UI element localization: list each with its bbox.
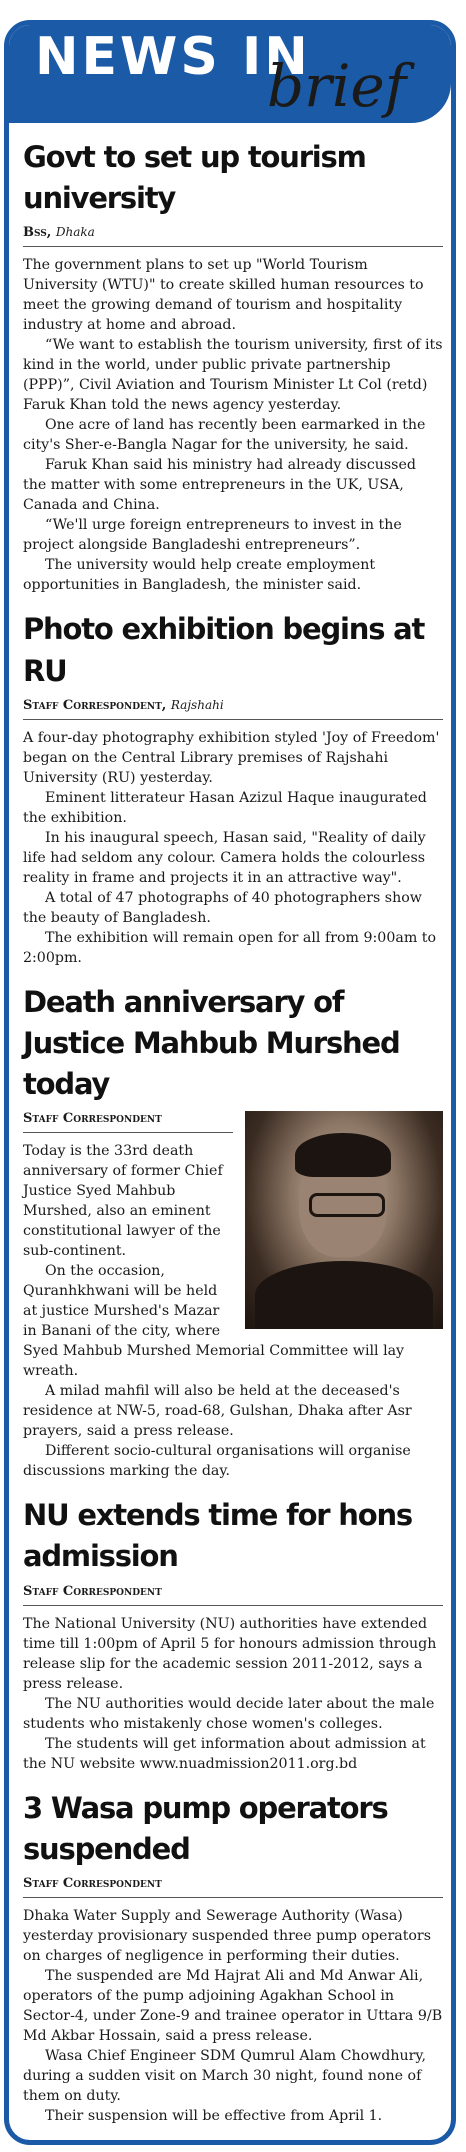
byline-source: Staff Correspondent, xyxy=(23,697,167,713)
byline-source: Staff Correspondent xyxy=(23,1875,162,1891)
story-headline: Govt to set up tourism university xyxy=(23,140,366,216)
story-paragraph: A total of 47 photographs of 40 photographers show the beauty of Bangladesh. xyxy=(23,889,422,926)
story-paragraph: In his inaugural speech, Hasan said, "Reality of daily life had seldom any colour. Camera holds the colourless reality in frame and projects it in an attractive way". xyxy=(23,829,426,886)
story-headline: Death anniversary of Justice Mahbub Murshed today xyxy=(23,984,400,1102)
story-paragraph: The exhibition will remain open for all from 9:00am to 2:00pm. xyxy=(23,929,437,966)
story-byline xyxy=(23,1584,443,1606)
banner-subtitle: brief xyxy=(267,52,407,120)
story-paragraph: The government plans to set up "World Tourism University (WTU)" to create skilled human resources to meet the growing demand of tourism and hospitality industry at home and abroad. xyxy=(23,257,424,334)
story-headline: Photo exhibition begins at RU xyxy=(23,612,425,688)
story-paragraph: Different socio-cultural organisations will organise discussions marking the day. xyxy=(23,1443,411,1480)
portrait-hair xyxy=(295,1133,391,1177)
story-paragraph: Faruk Khan said his ministry had already discussed the matter with some entrepreneurs in the UK, USA, Canada and China. xyxy=(23,457,416,514)
story-paragraph: “We want to establish the tourism university, first of its kind in the world, under public private partnership (PPP)”, Civil Aviation and Tourism Minister Lt Col (retd) Faruk Khan told the news agency yesterday. xyxy=(23,337,443,414)
story-paragraph: The university would help create employment opportunities in Bangladesh, the minister said. xyxy=(23,557,376,594)
story-wasa-suspension xyxy=(23,1788,443,2126)
story-paragraph: The suspended are Md Hajrat Ali and Md Anwar Ali, operators of the pump adjoining Agakhan School in Sector-4, under Zone-9 and trainee operator in Uttara 9/B Md Akbar Hossain, said a press release. xyxy=(23,1967,443,2044)
news-in-brief-panel xyxy=(4,20,456,2145)
story-paragraph: Wasa Chief Engineer SDM Qumrul Alam Chowdhury, during a sudden visit on March 30 night, found none of them on duty. xyxy=(23,2047,427,2104)
byline-location: Dhaka xyxy=(55,225,95,240)
story-tourism-university xyxy=(23,137,443,595)
story-paragraph: On the occasion, Quranhkhwani will be held at justice Murshed's Mazar in Banani of the city, where Syed Mahbub Murshed Memorial Committee will lay wreath. xyxy=(23,1263,405,1380)
story-headline: 3 Wasa pump operators suspended xyxy=(23,1790,388,1866)
story-photo-exhibition xyxy=(23,609,443,967)
stories-column xyxy=(23,137,443,2140)
byline-source: Staff Correspondent xyxy=(23,1111,162,1127)
story-paragraph: One acre of land has recently been earmarked in the city's Sher-e-Bangla Nagar for the university, he said. xyxy=(23,417,426,454)
portrait-glasses xyxy=(309,1193,385,1217)
story-paragraph: Their suspension will be effective from April 1. xyxy=(45,2107,383,2124)
story-paragraph: “We'll urge foreign entrepreneurs to invest in the project alongside Bangladeshi entrepreneurs”. xyxy=(23,517,402,554)
story-byline xyxy=(23,698,443,720)
story-byline xyxy=(23,1111,233,1133)
byline-source: Bss, xyxy=(23,225,52,241)
banner-title: NEWS IN xyxy=(35,27,311,87)
story-paragraph: The NU authorities would decide later about the male students who mistakenly chose women's colleges. xyxy=(23,1695,435,1732)
story-paragraph: A milad mahfil will also be held at the deceased's residence at NW-5, road-68, Gulshan, Dhaka after Asr prayers, said a press release. xyxy=(23,1383,412,1440)
story-paragraph: A four-day photography exhibition styled 'Joy of Freedom' began on the Central Library premises of Rajshahi University (RU) yesterday. xyxy=(23,729,440,786)
story-paragraph: Dhaka Water Supply and Sewerage Authority (Wasa) yesterday provisionary suspended three pump operators on charges of negligence in performing their duties. xyxy=(23,1907,431,1964)
story-byline xyxy=(23,225,443,247)
story-byline xyxy=(23,1876,443,1898)
story-nu-admission xyxy=(23,1495,443,1773)
byline-location: Rajshahi xyxy=(170,697,224,712)
story-paragraph: The National University (NU) authorities have extended time till 1:00pm of April 5 for honours admission through release slip for the academic session 2011-2012, says a press release. xyxy=(23,1615,437,1692)
portrait-coat xyxy=(255,1261,433,1329)
story-paragraph: Eminent litterateur Hasan Azizul Haque inaugurated the exhibition. xyxy=(23,789,427,826)
story-paragraph: Today is the 33rd death anniversary of former Chief Justice Syed Mahbub Murshed, also an eminent constitutional lawyer of the sub-continent. xyxy=(23,1143,223,1260)
story-headline: NU extends time for hons admission xyxy=(23,1498,412,1574)
story-death-anniversary xyxy=(23,982,443,1482)
portrait-photo xyxy=(245,1111,443,1329)
story-paragraph: The students will get information about admission at the NU website www.nuadmission2011.org.bd xyxy=(23,1735,426,1772)
byline-source: Staff Correspondent xyxy=(23,1583,162,1599)
